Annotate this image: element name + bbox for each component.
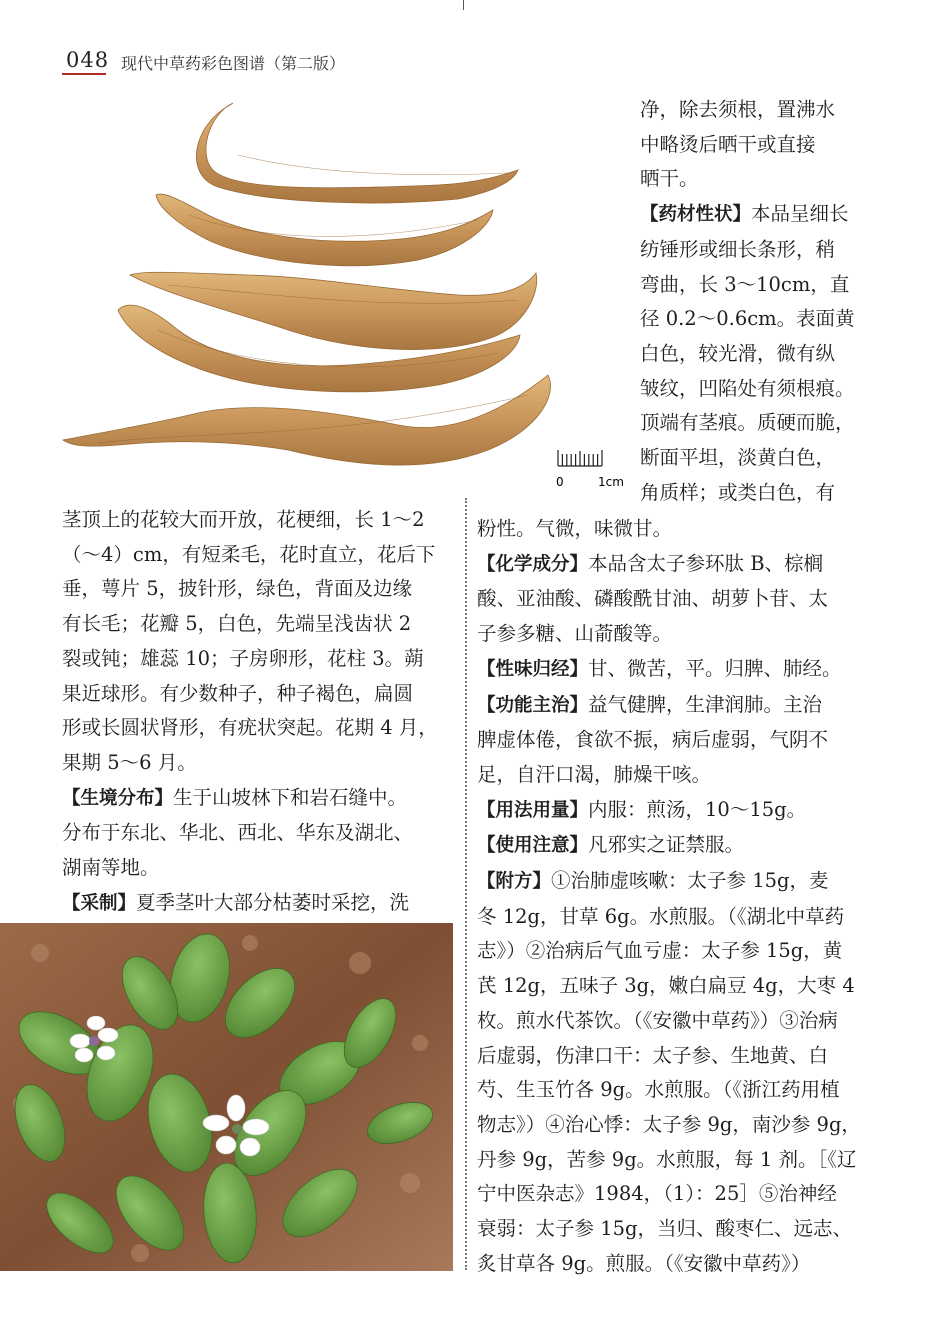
page-number-underline — [62, 73, 106, 75]
section-tag: 【生境分布】 — [62, 787, 174, 809]
book-title: 现代中草药彩色图谱（第二版） — [121, 54, 346, 73]
left-column — [62, 503, 453, 921]
text-line: 断面平坦，淡黄白色， — [640, 446, 836, 470]
text-line: 角质样；或类白色，有 — [640, 480, 836, 504]
property-first-line: 【药材性状】本品呈细长 — [640, 202, 849, 226]
text-line: 垂，萼片 5，披针形，绿色，背面及边缘 — [62, 577, 413, 601]
right-column-top — [640, 93, 868, 510]
text-line: （～4）cm，有短柔毛，花时直立，花后下 — [62, 542, 436, 566]
root-3 — [130, 272, 537, 349]
section-tag: 【化学成分】 — [477, 553, 589, 575]
text-line: 粉性。气微，味微甘。 — [477, 517, 673, 540]
text-line: 裂或钝；雄蕊 10；子房卵形，花柱 3。蒴 — [62, 646, 424, 670]
text-line: 脾虚体倦，食欲不振，病后虚弱，气阴不 — [477, 728, 829, 752]
text-line: 衰弱：太子参 15g，当归、酸枣仁、远志、 — [477, 1217, 852, 1241]
page-number: 048 — [66, 48, 110, 72]
text-line: 酸、亚油酸、磷酸酰甘油、胡萝卜苷、太 — [477, 587, 829, 611]
text-line: 【化学成分】本品含太子参环肽 B、棕榈 — [477, 551, 824, 575]
text-line: 宁中医杂志》1984，（1）：25］⑤治神经 — [477, 1182, 837, 1206]
text-line: 白色，较光滑，微有纵 — [640, 341, 836, 365]
section-tag: 【附方】 — [477, 871, 552, 893]
text-line: 芍、生玉竹各 9g。水煎服。（《浙江药用植 — [477, 1078, 840, 1102]
text-line: 炙甘草各 9g。煎服。（《安徽中草药》） — [477, 1251, 811, 1275]
scale-one: 1cm — [598, 475, 624, 489]
text-line: 有长毛；花瓣 5，白色，先端呈浅齿状 2 — [62, 612, 412, 636]
section-tag: 【采制】 — [62, 892, 137, 914]
text-line: 【附方】①治肺虚咳嗽：太子参 15g，麦 — [477, 869, 829, 893]
text-line: 形或长圆状肾形，有疣状突起。花期 4 月， — [62, 716, 438, 740]
text-line: 【功能主治】益气健脾，生津润肺。主治 — [477, 692, 823, 716]
text-line: 中略烫后晒干或直接 — [640, 132, 816, 156]
section-tag: 【性味归经】 — [477, 658, 589, 680]
text-line: 芪 12g，五味子 3g，嫩白扁豆 4g，大枣 4 — [477, 974, 855, 998]
text-line: 皱纹，凹陷处有须根痕。 — [640, 376, 855, 400]
dried-roots-photo — [58, 95, 558, 490]
text-line: 晒干。 — [640, 167, 699, 191]
text-line: 湖南等地。 — [62, 856, 160, 880]
text-line: 果期 5～6 月。 — [62, 750, 197, 774]
section-tag: 【用法用量】 — [477, 799, 589, 821]
text-line: 【采制】夏季茎叶大部分枯萎时采挖，洗 — [62, 890, 410, 914]
column-divider — [465, 498, 467, 1270]
text-line: 径 0.2～0.6cm。表面黄 — [640, 307, 855, 331]
root-2 — [156, 194, 493, 266]
section-tag: 【功能主治】 — [477, 694, 589, 716]
text-line: 顶端有茎痕。质硬而脆， — [640, 411, 855, 435]
scale-bar — [552, 448, 632, 493]
text-line: 纺锤形或细长条形，稍 — [640, 237, 836, 261]
text-line: 净，除去须根，置沸水 — [640, 98, 836, 121]
section-tag: 【使用注意】 — [477, 835, 589, 857]
text-line: 弯曲，长 3～10cm，直 — [640, 272, 850, 296]
text-line: 丹参 9g，苦参 9g。水煎服，每 1 剂。［《辽 — [477, 1147, 857, 1171]
text-line: 【生境分布】生于山坡林下和岩石缝中。 — [62, 785, 408, 809]
text-line: 【性味归经】甘、微苦，平。归脾、肺经。 — [477, 656, 842, 680]
section-tag-property: 【药材性状】 — [640, 204, 752, 226]
gutter-mark — [463, 0, 464, 10]
text-line: 志》）②治病后气血亏虚：太子参 15g，黄 — [477, 939, 843, 963]
text-line: 子参多糖、山萮酸等。 — [477, 622, 673, 646]
text-line: 物志》）④治心悸：太子参 9g，南沙参 9g， — [477, 1112, 861, 1136]
text-line: 枚。煎水代茶饮。（《安徽中草药》）③治病 — [477, 1008, 838, 1032]
text-line: 【使用注意】凡邪实之证禁服。 — [477, 833, 745, 857]
text-line: 后虚弱，伤津口干：太子参、生地黄、白 — [477, 1043, 829, 1067]
text-line: 茎顶上的花较大而开放，花梗细，长 1～2 — [62, 508, 425, 531]
text-line: 足，自汗口渴，肺燥干咳。 — [477, 762, 712, 786]
text-line: 分布于东北、华北、西北、华东及湖北、 — [62, 821, 414, 845]
text-line: 冬 12g，甘草 6g。水煎服。（《湖北中草药 — [477, 904, 845, 928]
text-line: 果近球形。有少数种子，种子褐色，扁圆 — [62, 681, 414, 705]
scale-zero: 0 — [556, 475, 564, 489]
plant-photo — [0, 923, 453, 1271]
right-column-bottom — [477, 512, 868, 1281]
text-line: 【用法用量】内服：煎汤，10～15g。 — [477, 797, 807, 821]
root-1 — [196, 103, 518, 203]
